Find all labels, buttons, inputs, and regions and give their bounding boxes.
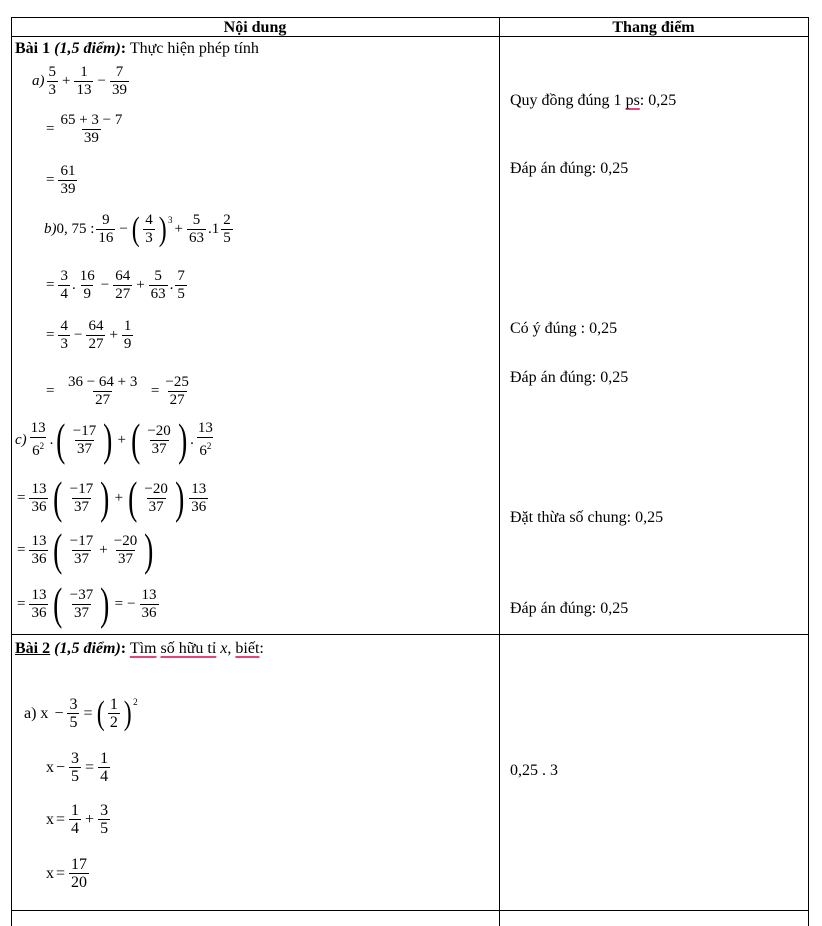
bai1-a-line1: a) $\frac{5}{3}$ + $\frac{1}{13}$ − $\frac{7}{39}$ [32,64,127,98]
bai1-b-line4: = $\frac{36 - 64 + 3}{27}$ = $\frac{-25}{27}$ [46,374,189,408]
bai1-score-6: Đáp án đúng: 0,25 [510,600,629,617]
bai2-a-label: a) x [24,704,49,722]
bai1-b-line1: b) 0, 75 : $\frac{9}{16}$ − ( $\frac{4}{3}$ ) $^3$ + $\frac{5}{63}$ .1 $\frac{2}{5}$ [44,210,231,248]
bai2-points: (1,5 điểm) [54,640,121,657]
bai1-c-label: c) [15,431,27,448]
table-border-right [808,17,809,926]
bai1-score-5: Đặt thừa số chung: 0,25 [510,509,664,526]
table-border-top [11,17,808,18]
row-divider-1 [11,634,808,635]
bai1-b-line3: = $\frac{4}{3}$ − $\frac{64}{27}$ + $\frac{1}{9}$ [46,318,132,352]
bai2-word-so-huu-ti: số hữu tỉ [160,640,217,657]
bai2-a-line2: x − $\frac{3}{5}$ = $\frac{1}{4}$ [46,750,109,785]
bai2-word-tim: Tìm [129,640,157,657]
bai1-c-line4: = $\frac{13}{36}$ ( $\frac{-37}{37}$ ) = − $\frac{13}{36}$ [17,578,157,629]
bai1-a-line3: = $\frac{61}{39}$ [46,163,76,197]
bai2-a-line1: a) x − $\frac{3}{5}$ = ( $\frac{1}{2}$ ) $^2$ [24,694,138,732]
bai1-score-1: Quy đồng đúng 1 ps: 0,25 [510,92,677,109]
row-divider-2 [11,910,808,911]
bai1-colon: : [120,40,127,57]
bai1-c-line2: = $\frac{13}{36}$ ( $\frac{-17}{37}$ ) + ( $\frac{-20}{37}$ ) $\frac{13}{36}$ [17,472,207,523]
bai1-c-line3: = $\frac{13}{36}$ ( $\frac{-17}{37}$ + $\frac{-20}{37}$ ) [17,524,154,575]
bai2-word-biet: biết [235,640,260,657]
bai1-points: (1,5 điểm) [54,40,121,57]
bai1-score-3: Có ý đúng : 0,25 [510,320,618,337]
bai2-var-x: x [220,640,228,657]
bai1-score-2: Đáp án đúng: 0,25 [510,160,629,177]
bai1-a-line2: = $\frac{65 + 3 - 7}{39}$ [46,112,123,146]
bai1-label: Bài 1 [15,40,51,57]
spell-flag-ps: ps [625,92,640,109]
bai1-a-label: a) [32,73,45,89]
bai1-score-4: Đáp án đúng: 0,25 [510,369,629,386]
bai1-b-label: b) [44,221,57,237]
bai2-label: Bài 2 [15,640,51,657]
bai1-instruction: Thực hiện phép tính [126,40,259,57]
bai2-score: 0,25 . 3 [510,762,558,779]
header-score: Thang điểm [612,19,695,36]
bai2-a-line4: x = $\frac{17}{20}$ [46,856,88,891]
bai2-title: Bài 2 (1,5 điểm): Tìm số hữu tỉ x, biết: [15,640,264,657]
column-divider [499,17,500,926]
bai1-title [15,40,259,58]
bai2-a-line3: x = $\frac{1}{4}$ + $\frac{3}{5}$ [46,802,109,837]
bai1-b-line2: = $\frac{3}{4}$ . $\frac{16}{9}$ − $\frac{64}{27}$ + $\frac{5}{63}$ . $\frac{7}{5}$ [46,268,185,302]
header-content: Nội dung [223,19,287,36]
bai1-c-line1: c) $\frac{13}{6^2}$ . ( $\frac{-17}{37}$ ) + ( $\frac{-20}{37}$ ) . $\frac{13}{6^2}$ [15,414,213,465]
table-border-left [11,17,12,926]
